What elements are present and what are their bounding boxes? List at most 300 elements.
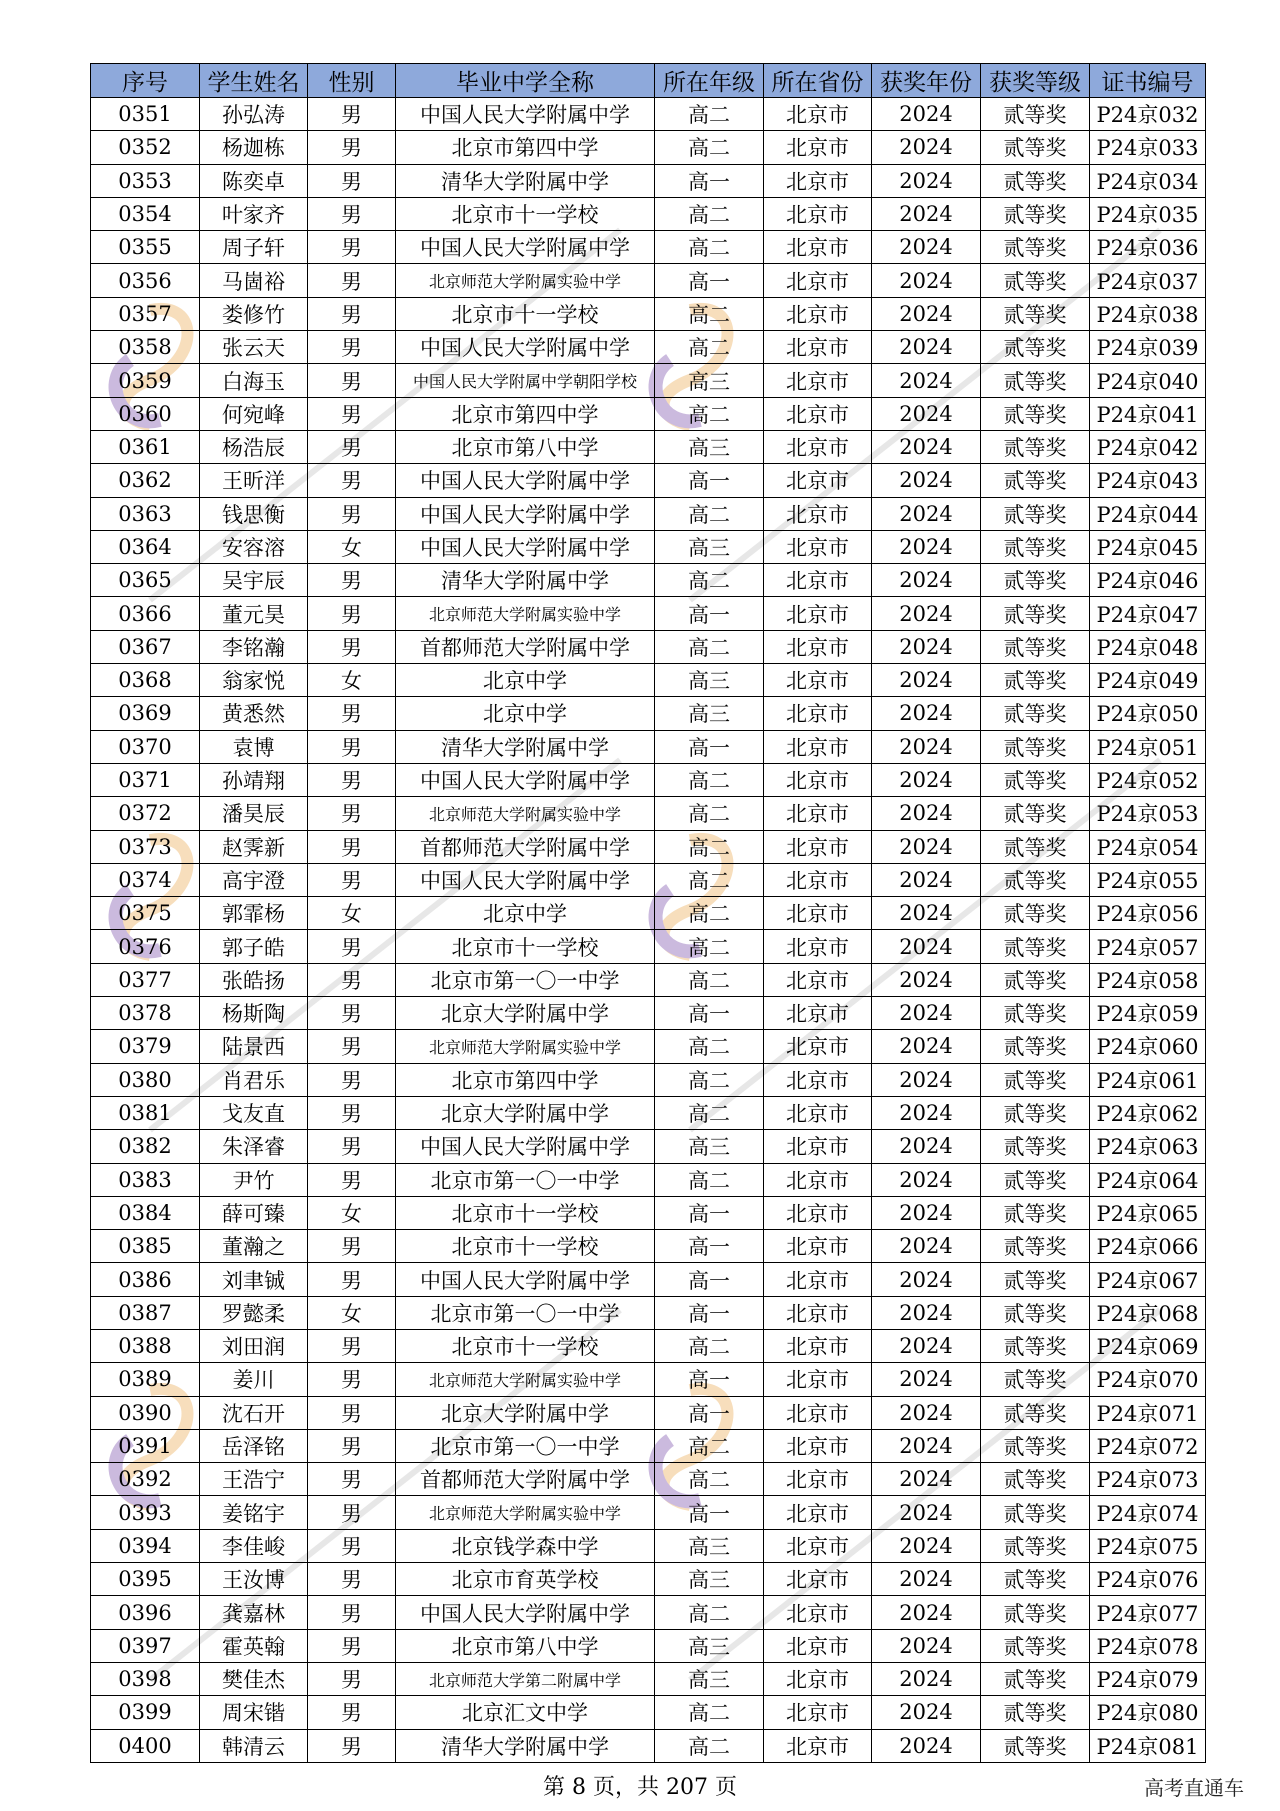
cell-name: 李佳峻 xyxy=(200,1529,308,1562)
cell-gender: 男 xyxy=(308,1529,396,1562)
cell-name: 孙靖翔 xyxy=(200,763,308,796)
page-number: 第 8 页，共 207 页 xyxy=(543,1775,737,1800)
cell-name: 黄悉然 xyxy=(200,697,308,730)
cell-grade: 高三 xyxy=(655,530,764,563)
cell-level: 贰等奖 xyxy=(981,1263,1090,1296)
cell-grade: 高二 xyxy=(655,331,764,364)
col-header-level: 获奖等级 xyxy=(981,64,1090,98)
cell-year: 2024 xyxy=(872,430,981,463)
cell-province: 北京市 xyxy=(764,730,872,763)
cell-gender: 男 xyxy=(308,464,396,497)
cell-year: 2024 xyxy=(872,963,981,996)
cell-index: 0357 xyxy=(91,297,200,330)
cell-province: 北京市 xyxy=(764,1329,872,1362)
cell-province: 北京市 xyxy=(764,1130,872,1163)
cell-school: 首都师范大学附属中学 xyxy=(396,630,655,663)
cell-gender: 男 xyxy=(308,1563,396,1596)
cell-index: 0393 xyxy=(91,1496,200,1529)
cell-level: 贰等奖 xyxy=(981,830,1090,863)
cell-level: 贰等奖 xyxy=(981,930,1090,963)
cell-certificate: P24京033 xyxy=(1090,131,1206,164)
cell-index: 0398 xyxy=(91,1662,200,1695)
cell-level: 贰等奖 xyxy=(981,1130,1090,1163)
cell-province: 北京市 xyxy=(764,464,872,497)
cell-year: 2024 xyxy=(872,497,981,530)
table-row xyxy=(91,863,1206,896)
cell-year: 2024 xyxy=(872,1629,981,1662)
cell-province: 北京市 xyxy=(764,997,872,1030)
cell-grade: 高二 xyxy=(655,231,764,264)
cell-province: 北京市 xyxy=(764,1263,872,1296)
cell-school: 北京市第一〇一中学 xyxy=(396,1163,655,1196)
cell-school: 北京钱学森中学 xyxy=(396,1529,655,1562)
cell-certificate: P24京034 xyxy=(1090,164,1206,197)
brand-label: 高考直通车 xyxy=(1144,1776,1244,1800)
cell-certificate: P24京056 xyxy=(1090,897,1206,930)
cell-grade: 高一 xyxy=(655,1263,764,1296)
cell-index: 0400 xyxy=(91,1729,200,1762)
cell-school: 北京市第八中学 xyxy=(396,430,655,463)
cell-school: 清华大学附属中学 xyxy=(396,1729,655,1762)
cell-year: 2024 xyxy=(872,1163,981,1196)
cell-index: 0396 xyxy=(91,1596,200,1629)
cell-index: 0399 xyxy=(91,1696,200,1729)
cell-year: 2024 xyxy=(872,1363,981,1396)
cell-certificate: P24京039 xyxy=(1090,331,1206,364)
cell-school: 北京师范大学附属实验中学 xyxy=(396,1496,655,1529)
cell-name: 肖君乐 xyxy=(200,1063,308,1096)
cell-grade: 高三 xyxy=(655,364,764,397)
cell-certificate: P24京071 xyxy=(1090,1396,1206,1429)
table-row xyxy=(91,430,1206,463)
cell-index: 0351 xyxy=(91,98,200,131)
cell-name: 沈石开 xyxy=(200,1396,308,1429)
cell-school: 北京师范大学附属实验中学 xyxy=(396,597,655,630)
cell-level: 贰等奖 xyxy=(981,131,1090,164)
cell-index: 0375 xyxy=(91,897,200,930)
cell-year: 2024 xyxy=(872,630,981,663)
table-row xyxy=(91,164,1206,197)
cell-certificate: P24京043 xyxy=(1090,464,1206,497)
table-row xyxy=(91,1596,1206,1629)
cell-name: 陈奕卓 xyxy=(200,164,308,197)
table-row xyxy=(91,963,1206,996)
cell-level: 贰等奖 xyxy=(981,1629,1090,1662)
cell-year: 2024 xyxy=(872,1496,981,1529)
cell-province: 北京市 xyxy=(764,1629,872,1662)
cell-index: 0370 xyxy=(91,730,200,763)
table-row xyxy=(91,897,1206,930)
cell-index: 0383 xyxy=(91,1163,200,1196)
cell-grade: 高二 xyxy=(655,630,764,663)
cell-grade: 高二 xyxy=(655,1096,764,1129)
table-row xyxy=(91,763,1206,796)
cell-gender: 男 xyxy=(308,1063,396,1096)
cell-level: 贰等奖 xyxy=(981,1096,1090,1129)
cell-index: 0356 xyxy=(91,264,200,297)
cell-gender: 男 xyxy=(308,963,396,996)
cell-name: 董瀚之 xyxy=(200,1230,308,1263)
cell-province: 北京市 xyxy=(764,597,872,630)
cell-gender: 男 xyxy=(308,1429,396,1462)
cell-grade: 高二 xyxy=(655,1030,764,1063)
table-row xyxy=(91,1329,1206,1362)
cell-certificate: P24京077 xyxy=(1090,1596,1206,1629)
cell-grade: 高二 xyxy=(655,830,764,863)
cell-school: 北京中学 xyxy=(396,697,655,730)
cell-year: 2024 xyxy=(872,797,981,830)
cell-gender: 男 xyxy=(308,1396,396,1429)
cell-name: 张皓扬 xyxy=(200,963,308,996)
cell-index: 0352 xyxy=(91,131,200,164)
cell-grade: 高一 xyxy=(655,1296,764,1329)
cell-grade: 高三 xyxy=(655,1130,764,1163)
cell-grade: 高一 xyxy=(655,1196,764,1229)
cell-index: 0362 xyxy=(91,464,200,497)
cell-school: 北京市十一学校 xyxy=(396,297,655,330)
table-row xyxy=(91,364,1206,397)
col-header-name: 学生姓名 xyxy=(200,64,308,98)
cell-certificate: P24京075 xyxy=(1090,1529,1206,1562)
cell-year: 2024 xyxy=(872,1696,981,1729)
cell-year: 2024 xyxy=(872,1463,981,1496)
cell-province: 北京市 xyxy=(764,1296,872,1329)
cell-gender: 男 xyxy=(308,231,396,264)
cell-province: 北京市 xyxy=(764,297,872,330)
cell-level: 贰等奖 xyxy=(981,730,1090,763)
cell-level: 贰等奖 xyxy=(981,1463,1090,1496)
cell-year: 2024 xyxy=(872,1096,981,1129)
cell-certificate: P24京072 xyxy=(1090,1429,1206,1462)
cell-province: 北京市 xyxy=(764,430,872,463)
table-row xyxy=(91,331,1206,364)
cell-level: 贰等奖 xyxy=(981,1729,1090,1762)
cell-name: 袁博 xyxy=(200,730,308,763)
cell-name: 韩清云 xyxy=(200,1729,308,1762)
cell-index: 0386 xyxy=(91,1263,200,1296)
cell-gender: 男 xyxy=(308,364,396,397)
cell-level: 贰等奖 xyxy=(981,797,1090,830)
cell-school: 北京市十一学校 xyxy=(396,1230,655,1263)
cell-grade: 高一 xyxy=(655,464,764,497)
cell-gender: 男 xyxy=(308,697,396,730)
cell-level: 贰等奖 xyxy=(981,530,1090,563)
cell-level: 贰等奖 xyxy=(981,1329,1090,1362)
cell-grade: 高三 xyxy=(655,1529,764,1562)
table-row xyxy=(91,1563,1206,1596)
cell-year: 2024 xyxy=(872,131,981,164)
cell-name: 叶家齐 xyxy=(200,197,308,230)
cell-name: 龚嘉林 xyxy=(200,1596,308,1629)
cell-gender: 男 xyxy=(308,197,396,230)
table-row xyxy=(91,1230,1206,1263)
cell-level: 贰等奖 xyxy=(981,564,1090,597)
cell-index: 0363 xyxy=(91,497,200,530)
cell-name: 姜川 xyxy=(200,1363,308,1396)
cell-year: 2024 xyxy=(872,297,981,330)
table-row xyxy=(91,730,1206,763)
cell-school: 中国人民大学附属中学 xyxy=(396,98,655,131)
cell-name: 马崮裕 xyxy=(200,264,308,297)
cell-name: 何宛峰 xyxy=(200,397,308,430)
cell-index: 0373 xyxy=(91,830,200,863)
cell-school: 首都师范大学附属中学 xyxy=(396,1463,655,1496)
cell-province: 北京市 xyxy=(764,1396,872,1429)
cell-level: 贰等奖 xyxy=(981,264,1090,297)
cell-certificate: P24京060 xyxy=(1090,1030,1206,1063)
cell-name: 尹竹 xyxy=(200,1163,308,1196)
cell-year: 2024 xyxy=(872,597,981,630)
cell-index: 0361 xyxy=(91,430,200,463)
cell-school: 北京中学 xyxy=(396,664,655,697)
cell-index: 0397 xyxy=(91,1629,200,1662)
cell-certificate: P24京066 xyxy=(1090,1230,1206,1263)
cell-gender: 男 xyxy=(308,1496,396,1529)
cell-name: 李铭瀚 xyxy=(200,630,308,663)
cell-grade: 高二 xyxy=(655,1596,764,1629)
cell-certificate: P24京050 xyxy=(1090,697,1206,730)
cell-gender: 男 xyxy=(308,1363,396,1396)
table-row xyxy=(91,1030,1206,1063)
cell-name: 王汝博 xyxy=(200,1563,308,1596)
cell-province: 北京市 xyxy=(764,863,872,896)
cell-level: 贰等奖 xyxy=(981,364,1090,397)
table-row xyxy=(91,664,1206,697)
cell-year: 2024 xyxy=(872,1296,981,1329)
cell-name: 董元昊 xyxy=(200,597,308,630)
cell-province: 北京市 xyxy=(764,497,872,530)
cell-school: 中国人民大学附属中学 xyxy=(396,1130,655,1163)
cell-gender: 男 xyxy=(308,863,396,896)
cell-index: 0367 xyxy=(91,630,200,663)
col-header-year: 获奖年份 xyxy=(872,64,981,98)
cell-index: 0381 xyxy=(91,1096,200,1129)
table-row xyxy=(91,98,1206,131)
table-header-row xyxy=(91,64,1206,98)
cell-province: 北京市 xyxy=(764,797,872,830)
cell-province: 北京市 xyxy=(764,963,872,996)
cell-name: 白海玉 xyxy=(200,364,308,397)
cell-grade: 高一 xyxy=(655,730,764,763)
cell-school: 北京大学附属中学 xyxy=(396,997,655,1030)
cell-name: 刘聿铖 xyxy=(200,1263,308,1296)
cell-province: 北京市 xyxy=(764,98,872,131)
cell-certificate: P24京058 xyxy=(1090,963,1206,996)
table-row xyxy=(91,1163,1206,1196)
cell-certificate: P24京044 xyxy=(1090,497,1206,530)
cell-name: 刘田润 xyxy=(200,1329,308,1362)
cell-name: 朱泽睿 xyxy=(200,1130,308,1163)
cell-province: 北京市 xyxy=(764,930,872,963)
cell-year: 2024 xyxy=(872,1030,981,1063)
cell-year: 2024 xyxy=(872,530,981,563)
table-row xyxy=(91,630,1206,663)
cell-gender: 男 xyxy=(308,98,396,131)
cell-index: 0376 xyxy=(91,930,200,963)
cell-school: 中国人民大学附属中学 xyxy=(396,1596,655,1629)
cell-gender: 男 xyxy=(308,763,396,796)
cell-year: 2024 xyxy=(872,264,981,297)
cell-level: 贰等奖 xyxy=(981,397,1090,430)
col-header-gender: 性别 xyxy=(308,64,396,98)
cell-grade: 高二 xyxy=(655,197,764,230)
cell-level: 贰等奖 xyxy=(981,1196,1090,1229)
cell-year: 2024 xyxy=(872,364,981,397)
cell-gender: 男 xyxy=(308,397,396,430)
cell-school: 首都师范大学附属中学 xyxy=(396,830,655,863)
cell-year: 2024 xyxy=(872,1662,981,1695)
cell-province: 北京市 xyxy=(764,564,872,597)
cell-gender: 男 xyxy=(308,264,396,297)
table-row xyxy=(91,1130,1206,1163)
cell-province: 北京市 xyxy=(764,664,872,697)
cell-grade: 高一 xyxy=(655,1363,764,1396)
cell-gender: 男 xyxy=(308,164,396,197)
cell-name: 孙弘涛 xyxy=(200,98,308,131)
cell-grade: 高二 xyxy=(655,1729,764,1762)
cell-certificate: P24京037 xyxy=(1090,264,1206,297)
cell-index: 0365 xyxy=(91,564,200,597)
cell-school: 中国人民大学附属中学 xyxy=(396,1263,655,1296)
cell-index: 0369 xyxy=(91,697,200,730)
cell-province: 北京市 xyxy=(764,197,872,230)
table-row xyxy=(91,1729,1206,1762)
cell-name: 陆景西 xyxy=(200,1030,308,1063)
table-row xyxy=(91,197,1206,230)
cell-province: 北京市 xyxy=(764,697,872,730)
cell-gender: 男 xyxy=(308,1329,396,1362)
cell-grade: 高二 xyxy=(655,1463,764,1496)
cell-gender: 男 xyxy=(308,1096,396,1129)
cell-grade: 高二 xyxy=(655,297,764,330)
cell-certificate: P24京047 xyxy=(1090,597,1206,630)
table-row xyxy=(91,464,1206,497)
cell-level: 贰等奖 xyxy=(981,1563,1090,1596)
cell-name: 潘昊辰 xyxy=(200,797,308,830)
cell-level: 贰等奖 xyxy=(981,331,1090,364)
cell-level: 贰等奖 xyxy=(981,231,1090,264)
cell-level: 贰等奖 xyxy=(981,98,1090,131)
cell-school: 中国人民大学附属中学 xyxy=(396,464,655,497)
cell-grade: 高二 xyxy=(655,497,764,530)
cell-school: 北京中学 xyxy=(396,897,655,930)
cell-level: 贰等奖 xyxy=(981,963,1090,996)
cell-school: 北京市第四中学 xyxy=(396,131,655,164)
cell-province: 北京市 xyxy=(764,1096,872,1129)
cell-index: 0371 xyxy=(91,763,200,796)
cell-name: 薛可臻 xyxy=(200,1196,308,1229)
cell-certificate: P24京035 xyxy=(1090,197,1206,230)
cell-grade: 高一 xyxy=(655,1496,764,1529)
cell-certificate: P24京053 xyxy=(1090,797,1206,830)
table-row xyxy=(91,830,1206,863)
col-header-school: 毕业中学全称 xyxy=(396,64,655,98)
cell-school: 中国人民大学附属中学 xyxy=(396,331,655,364)
cell-level: 贰等奖 xyxy=(981,664,1090,697)
cell-level: 贰等奖 xyxy=(981,1596,1090,1629)
table-row xyxy=(91,1629,1206,1662)
cell-gender: 女 xyxy=(308,897,396,930)
cell-name: 罗懿柔 xyxy=(200,1296,308,1329)
table-row xyxy=(91,597,1206,630)
cell-level: 贰等奖 xyxy=(981,1662,1090,1695)
cell-province: 北京市 xyxy=(764,1596,872,1629)
cell-certificate: P24京073 xyxy=(1090,1463,1206,1496)
table-row xyxy=(91,1696,1206,1729)
cell-province: 北京市 xyxy=(764,1063,872,1096)
cell-school: 北京市十一学校 xyxy=(396,1196,655,1229)
cell-grade: 高一 xyxy=(655,597,764,630)
cell-grade: 高三 xyxy=(655,697,764,730)
cell-school: 中国人民大学附属中学 xyxy=(396,497,655,530)
cell-certificate: P24京067 xyxy=(1090,1263,1206,1296)
cell-year: 2024 xyxy=(872,1063,981,1096)
cell-school: 北京市第一〇一中学 xyxy=(396,1296,655,1329)
cell-grade: 高一 xyxy=(655,264,764,297)
cell-school: 北京大学附属中学 xyxy=(396,1096,655,1129)
cell-level: 贰等奖 xyxy=(981,430,1090,463)
cell-certificate: P24京061 xyxy=(1090,1063,1206,1096)
cell-index: 0353 xyxy=(91,164,200,197)
cell-school: 中国人民大学附属中学 xyxy=(396,231,655,264)
cell-certificate: P24京057 xyxy=(1090,930,1206,963)
cell-year: 2024 xyxy=(872,763,981,796)
cell-grade: 高一 xyxy=(655,1396,764,1429)
cell-year: 2024 xyxy=(872,1563,981,1596)
cell-certificate: P24京032 xyxy=(1090,98,1206,131)
cell-level: 贰等奖 xyxy=(981,1696,1090,1729)
cell-school: 北京市第四中学 xyxy=(396,1063,655,1096)
cell-school: 中国人民大学附属中学 xyxy=(396,530,655,563)
cell-name: 周宋锴 xyxy=(200,1696,308,1729)
cell-certificate: P24京051 xyxy=(1090,730,1206,763)
table-row xyxy=(91,1429,1206,1462)
cell-grade: 高一 xyxy=(655,997,764,1030)
cell-year: 2024 xyxy=(872,164,981,197)
cell-year: 2024 xyxy=(872,397,981,430)
cell-certificate: P24京062 xyxy=(1090,1096,1206,1129)
cell-name: 赵霁新 xyxy=(200,830,308,863)
table-row xyxy=(91,564,1206,597)
cell-certificate: P24京046 xyxy=(1090,564,1206,597)
cell-school: 北京市十一学校 xyxy=(396,1329,655,1362)
cell-grade: 高三 xyxy=(655,1629,764,1662)
cell-school: 北京市十一学校 xyxy=(396,930,655,963)
cell-level: 贰等奖 xyxy=(981,630,1090,663)
table-body xyxy=(91,98,1206,1763)
table-row xyxy=(91,1396,1206,1429)
table-row xyxy=(91,1063,1206,1096)
cell-certificate: P24京079 xyxy=(1090,1662,1206,1695)
cell-grade: 高二 xyxy=(655,1329,764,1362)
table-row xyxy=(91,297,1206,330)
cell-index: 0358 xyxy=(91,331,200,364)
cell-grade: 高二 xyxy=(655,930,764,963)
cell-name: 郭子皓 xyxy=(200,930,308,963)
cell-level: 贰等奖 xyxy=(981,164,1090,197)
cell-school: 北京师范大学附属实验中学 xyxy=(396,1363,655,1396)
col-header-province: 所在省份 xyxy=(764,64,872,98)
cell-certificate: P24京081 xyxy=(1090,1729,1206,1762)
cell-level: 贰等奖 xyxy=(981,997,1090,1030)
cell-year: 2024 xyxy=(872,464,981,497)
cell-school: 北京市育英学校 xyxy=(396,1563,655,1596)
cell-gender: 男 xyxy=(308,131,396,164)
cell-grade: 高三 xyxy=(655,664,764,697)
cell-index: 0389 xyxy=(91,1363,200,1396)
cell-gender: 男 xyxy=(308,1729,396,1762)
cell-index: 0395 xyxy=(91,1563,200,1596)
